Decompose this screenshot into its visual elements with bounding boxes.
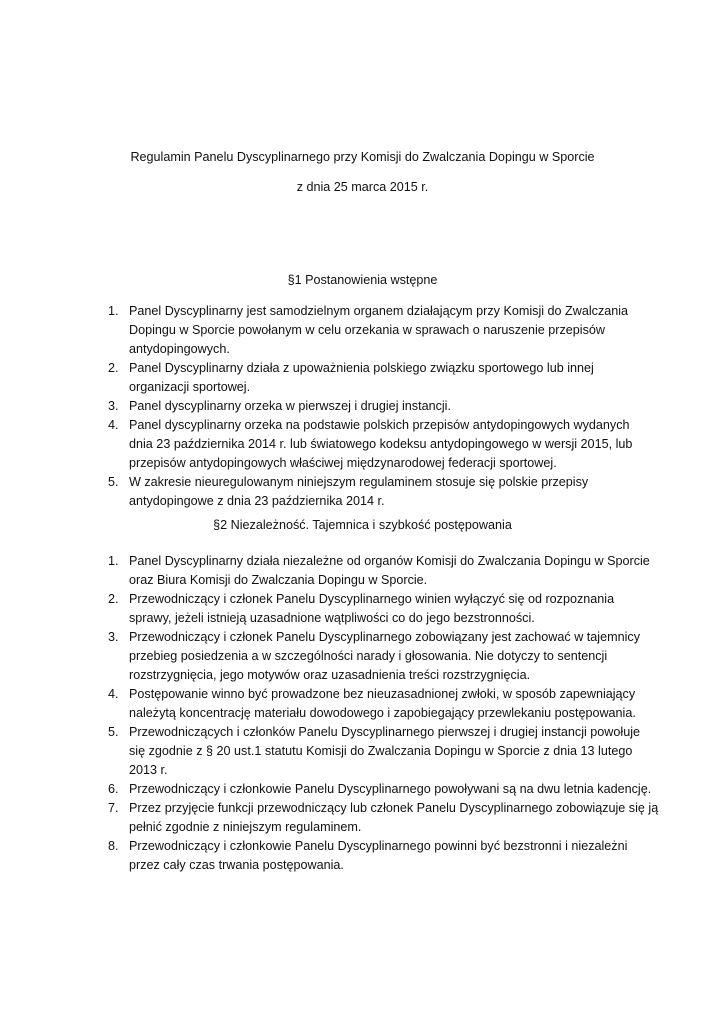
list-item-number: 3. (108, 399, 119, 413)
list-item (0, 590, 639, 628)
list-item-text-line: Postępowanie winno być prowadzone bez nieuzasadnionej zwłoki, w sposób zapewniający (129, 687, 636, 701)
list-item-number: 4. (108, 687, 119, 701)
list-item-number: 1. (108, 304, 119, 318)
list-item-text-line: W zakresie nieuregulowanym niniejszym regulaminem stosuje się polskie przepisy (129, 475, 589, 489)
section-1-heading: §1 Postanowienia wstępne (287, 273, 438, 287)
list-item-text-line: Przez przyjęcie funkcji przewodniczący lub członek Panelu Dyscyplinarnego zobowiązuje się ją (129, 801, 659, 815)
list-item-text-line: przez cały czas trwania postępowania. (129, 858, 344, 872)
list-item-text-line: rozstrzygnięcia, jego motywów oraz uzasadnienia treści rozstrzygnięcia. (129, 668, 531, 682)
list-item (0, 302, 639, 359)
list-item-number: 5. (108, 725, 119, 739)
list-item-number: 8. (108, 839, 119, 853)
list-item (0, 552, 650, 590)
section-1-list (0, 302, 725, 511)
list-item-text-line: się zgodnie z § 20 ust.1 statutu Komisji do Zwalczania Dopingu w Sporcie z dnia 13 lutego (129, 744, 633, 758)
list-item-text-line: Panel Dyscyplinarny działa z upoważnienia polskiego związku sportowego lub innej (129, 361, 594, 375)
list-item-text-line: antydopingowych. (129, 342, 230, 356)
list-item-text-line: pełnić zgodnie z niniejszym regulaminem. (129, 820, 362, 834)
section-2-heading: §2 Niezależność. Tajemnica i szybkość postępowania (213, 518, 512, 532)
list-item-number: 1. (108, 554, 119, 568)
list-item (0, 837, 639, 875)
list-item-text-line: Panel Dyscyplinarny jest samodzielnym organem działającym przy Komisji do Zwalczania (129, 304, 629, 318)
list-item-text-line: dnia 23 października 2014 r. lub światowego kodeksu antydopingowego w wersji 2015, lub (129, 437, 633, 451)
list-item (0, 473, 639, 511)
list-item (0, 628, 639, 685)
list-item-text-line: Panel dyscyplinarny orzeka w pierwszej i drugiej instancji. (129, 399, 451, 413)
document-date: z dnia 25 marca 2015 r. (296, 180, 429, 194)
list-item-text-line: przebieg posiedzenia a w szczególności narady i głosowania. Nie dotyczy to sentencji (129, 649, 608, 663)
list-item-number: 6. (108, 782, 119, 796)
list-item-text-line: organizacji sportowej. (129, 380, 251, 394)
list-item (0, 416, 639, 473)
list-item-number: 3. (108, 630, 119, 644)
document-title: Regulamin Panelu Dyscyplinarnego przy Komisji do Zwalczania Dopingu w Sporcie (130, 150, 595, 164)
list-item-text-line: Przewodniczący i członkowie Panelu Dyscyplinarnego powinni być bezstronni i niezależni (129, 839, 628, 853)
list-item-text-line: Przewodniczący i członkowie Panelu Dyscyplinarnego powoływani są na dwu letnia kadencję. (129, 782, 652, 796)
list-item (0, 799, 659, 837)
list-item-text-line: Przewodniczący i członek Panelu Dyscyplinarnego zobowiązany jest zachować w tajemnicy (129, 630, 640, 644)
list-item (0, 780, 652, 799)
list-item-text-line: sprawy, jeżeli istnieją uzasadnione wątpliwości co do jego bezstronności. (129, 611, 535, 625)
list-item-text-line: należytą koncentrację materiału dowodowego i zapobiegający przewlekaniu postępowania. (129, 706, 636, 720)
list-item-text-line: Dopingu w Sporcie powołanym w celu orzekania w sprawach o naruszenie przepisów (129, 323, 606, 337)
list-item-text-line: przepisów antydopingowych właściwej międzynarodowej federacji sportowej. (129, 456, 557, 470)
list-item-text-line: oraz Biura Komisji do Zwalczania Dopingu w Sporcie. (129, 573, 428, 587)
list-item-text-line: antydopingowe z dnia 23 października 2014 r. (129, 494, 385, 508)
list-item-number: 2. (108, 361, 119, 375)
list-item (0, 397, 639, 416)
section-2-list (0, 552, 725, 875)
list-item-number: 4. (108, 418, 119, 432)
list-item (0, 723, 639, 780)
list-item-text-line: 2013 r. (129, 763, 168, 777)
list-item-text-line: Panel Dyscyplinarny działa niezależne od organów Komisji do Zwalczania Dopingu w Sporcie (129, 554, 650, 568)
list-item-text-line: Przewodniczący i członek Panelu Dyscyplinarnego winien wyłączyć się od rozpoznania (129, 592, 615, 606)
list-item-text-line: Panel dyscyplinarny orzeka na podstawie polskich przepisów antydopingowych wydanych (129, 418, 630, 432)
list-item (0, 359, 639, 397)
list-item-number: 5. (108, 475, 119, 489)
list-item-number: 2. (108, 592, 119, 606)
list-item (0, 685, 639, 723)
list-item-text-line: Przewodniczących i członków Panelu Dyscyplinarnego pierwszej i drugiej instancji powołuje (129, 725, 640, 739)
list-item-number: 7. (108, 801, 119, 815)
